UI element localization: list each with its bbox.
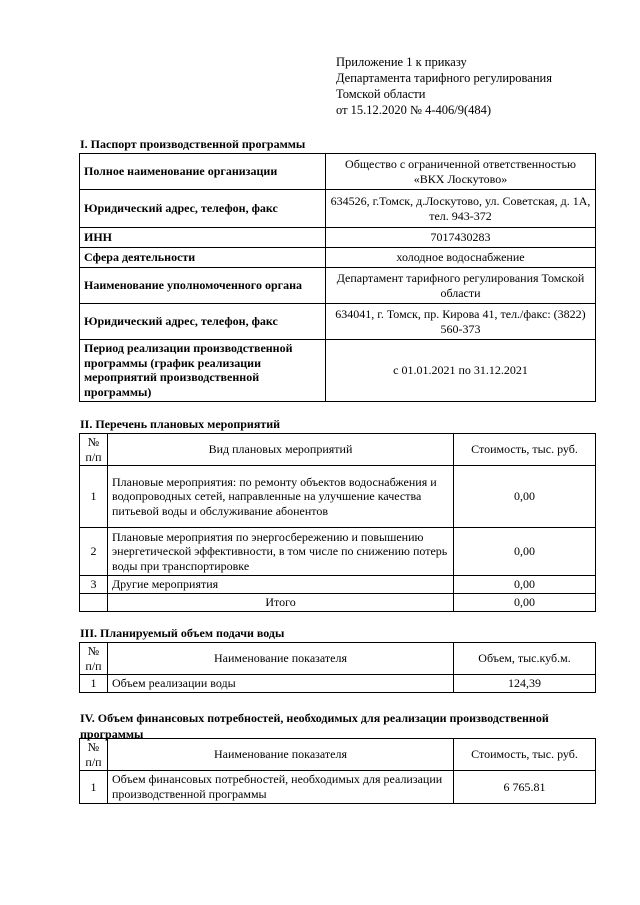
row-label: Полное наименование организации	[80, 154, 326, 190]
table-row	[80, 154, 596, 190]
total-cost: 0,00	[454, 593, 596, 611]
table-header-row	[80, 643, 596, 675]
row-label: Юридический адрес, телефон, факс	[80, 190, 326, 228]
table-total-row	[80, 593, 596, 611]
row-name: Плановые мероприятия по энергосбережению и повышению энергетической эффективности, в том числе по снижению потерь воды при транспортировке	[108, 528, 454, 576]
table-row	[80, 190, 596, 228]
section4-title: IV. Объем финансовых потребностей, необходимых для реализации производственной программы	[80, 711, 549, 741]
row-name: Объем реализации воды	[108, 675, 454, 693]
row-cost: 6 765.81	[454, 771, 596, 803]
row-value: с 01.01.2021 по 31.12.2021	[326, 340, 596, 402]
table-row	[80, 304, 596, 340]
measures-table	[79, 433, 596, 612]
col-header-cost: Стоимость, тыс. руб.	[454, 434, 596, 466]
col-header-cost: Стоимость, тыс. руб.	[454, 739, 596, 771]
row-value: 634526, г.Томск, д.Лоскутово, ул. Советская, д. 1А, тел. 943-372	[326, 190, 596, 228]
row-name: Плановые мероприятия: по ремонту объектов водоснабжения и водопроводных сетей, направленные на улучшение качества питьевой воды и обслуживание абонентов	[108, 466, 454, 528]
section3-title: III. Планируемый объем подачи воды	[80, 626, 285, 640]
total-num-empty	[80, 593, 108, 611]
water-volume-table	[79, 642, 596, 693]
row-label: ИНН	[80, 228, 326, 248]
col-header-name: Наименование показателя	[108, 643, 454, 675]
appendix-line-3: Томской области	[336, 87, 426, 101]
row-cost: 0,00	[454, 576, 596, 594]
row-cost: 0,00	[454, 466, 596, 528]
row-num: 1	[80, 771, 108, 803]
col-header-num: № п/п	[80, 739, 108, 771]
row-label: Сфера деятельности	[80, 248, 326, 268]
order-appendix-note	[336, 54, 552, 118]
row-value: Общество с ограниченной ответственностью «ВКХ Лоскутово»	[326, 154, 596, 190]
table-row	[80, 771, 596, 803]
row-value: 124,39	[454, 675, 596, 693]
table-header-row	[80, 739, 596, 771]
col-header-name: Вид плановых мероприятий	[108, 434, 454, 466]
table-row	[80, 528, 596, 576]
row-value: 634041, г. Томск, пр. Кирова 41, тел./факс: (3822) 560-373	[326, 304, 596, 340]
total-label: Итого	[108, 593, 454, 611]
row-num: 1	[80, 466, 108, 528]
table-row	[80, 576, 596, 594]
row-name: Объем финансовых потребностей, необходимых для реализации производственной программы	[108, 771, 454, 803]
table-row	[80, 675, 596, 693]
table-row	[80, 466, 596, 528]
passport-table	[79, 153, 596, 402]
col-header-name: Наименование показателя	[108, 739, 454, 771]
row-label: Период реализации производственной программы (график реализации мероприятий производственной программы)	[80, 340, 326, 402]
row-value: Департамент тарифного регулирования Томской области	[326, 268, 596, 304]
row-value: холодное водоснабжение	[326, 248, 596, 268]
table-row	[80, 340, 596, 402]
financial-needs-table	[79, 738, 596, 804]
row-cost: 0,00	[454, 528, 596, 576]
table-row	[80, 248, 596, 268]
table-row	[80, 228, 596, 248]
row-name: Другие мероприятия	[108, 576, 454, 594]
table-header-row	[80, 434, 596, 466]
row-num: 3	[80, 576, 108, 594]
appendix-line-2: Департамента тарифного регулирования	[336, 71, 552, 85]
section1-title: I. Паспорт производственной программы	[80, 137, 306, 151]
row-label: Наименование уполномоченного органа	[80, 268, 326, 304]
appendix-line-4: от 15.12.2020 № 4-406/9(484)	[336, 103, 492, 117]
row-num: 2	[80, 528, 108, 576]
table-row	[80, 268, 596, 304]
row-label: Юридический адрес, телефон, факс	[80, 304, 326, 340]
col-header-value: Объем, тыс.куб.м.	[454, 643, 596, 675]
row-value: 7017430283	[326, 228, 596, 248]
col-header-num: № п/п	[80, 643, 108, 675]
appendix-line-1: Приложение 1 к приказу	[336, 55, 467, 69]
section2-title: II. Перечень плановых мероприятий	[80, 417, 281, 431]
col-header-num: № п/п	[80, 434, 108, 466]
row-num: 1	[80, 675, 108, 693]
